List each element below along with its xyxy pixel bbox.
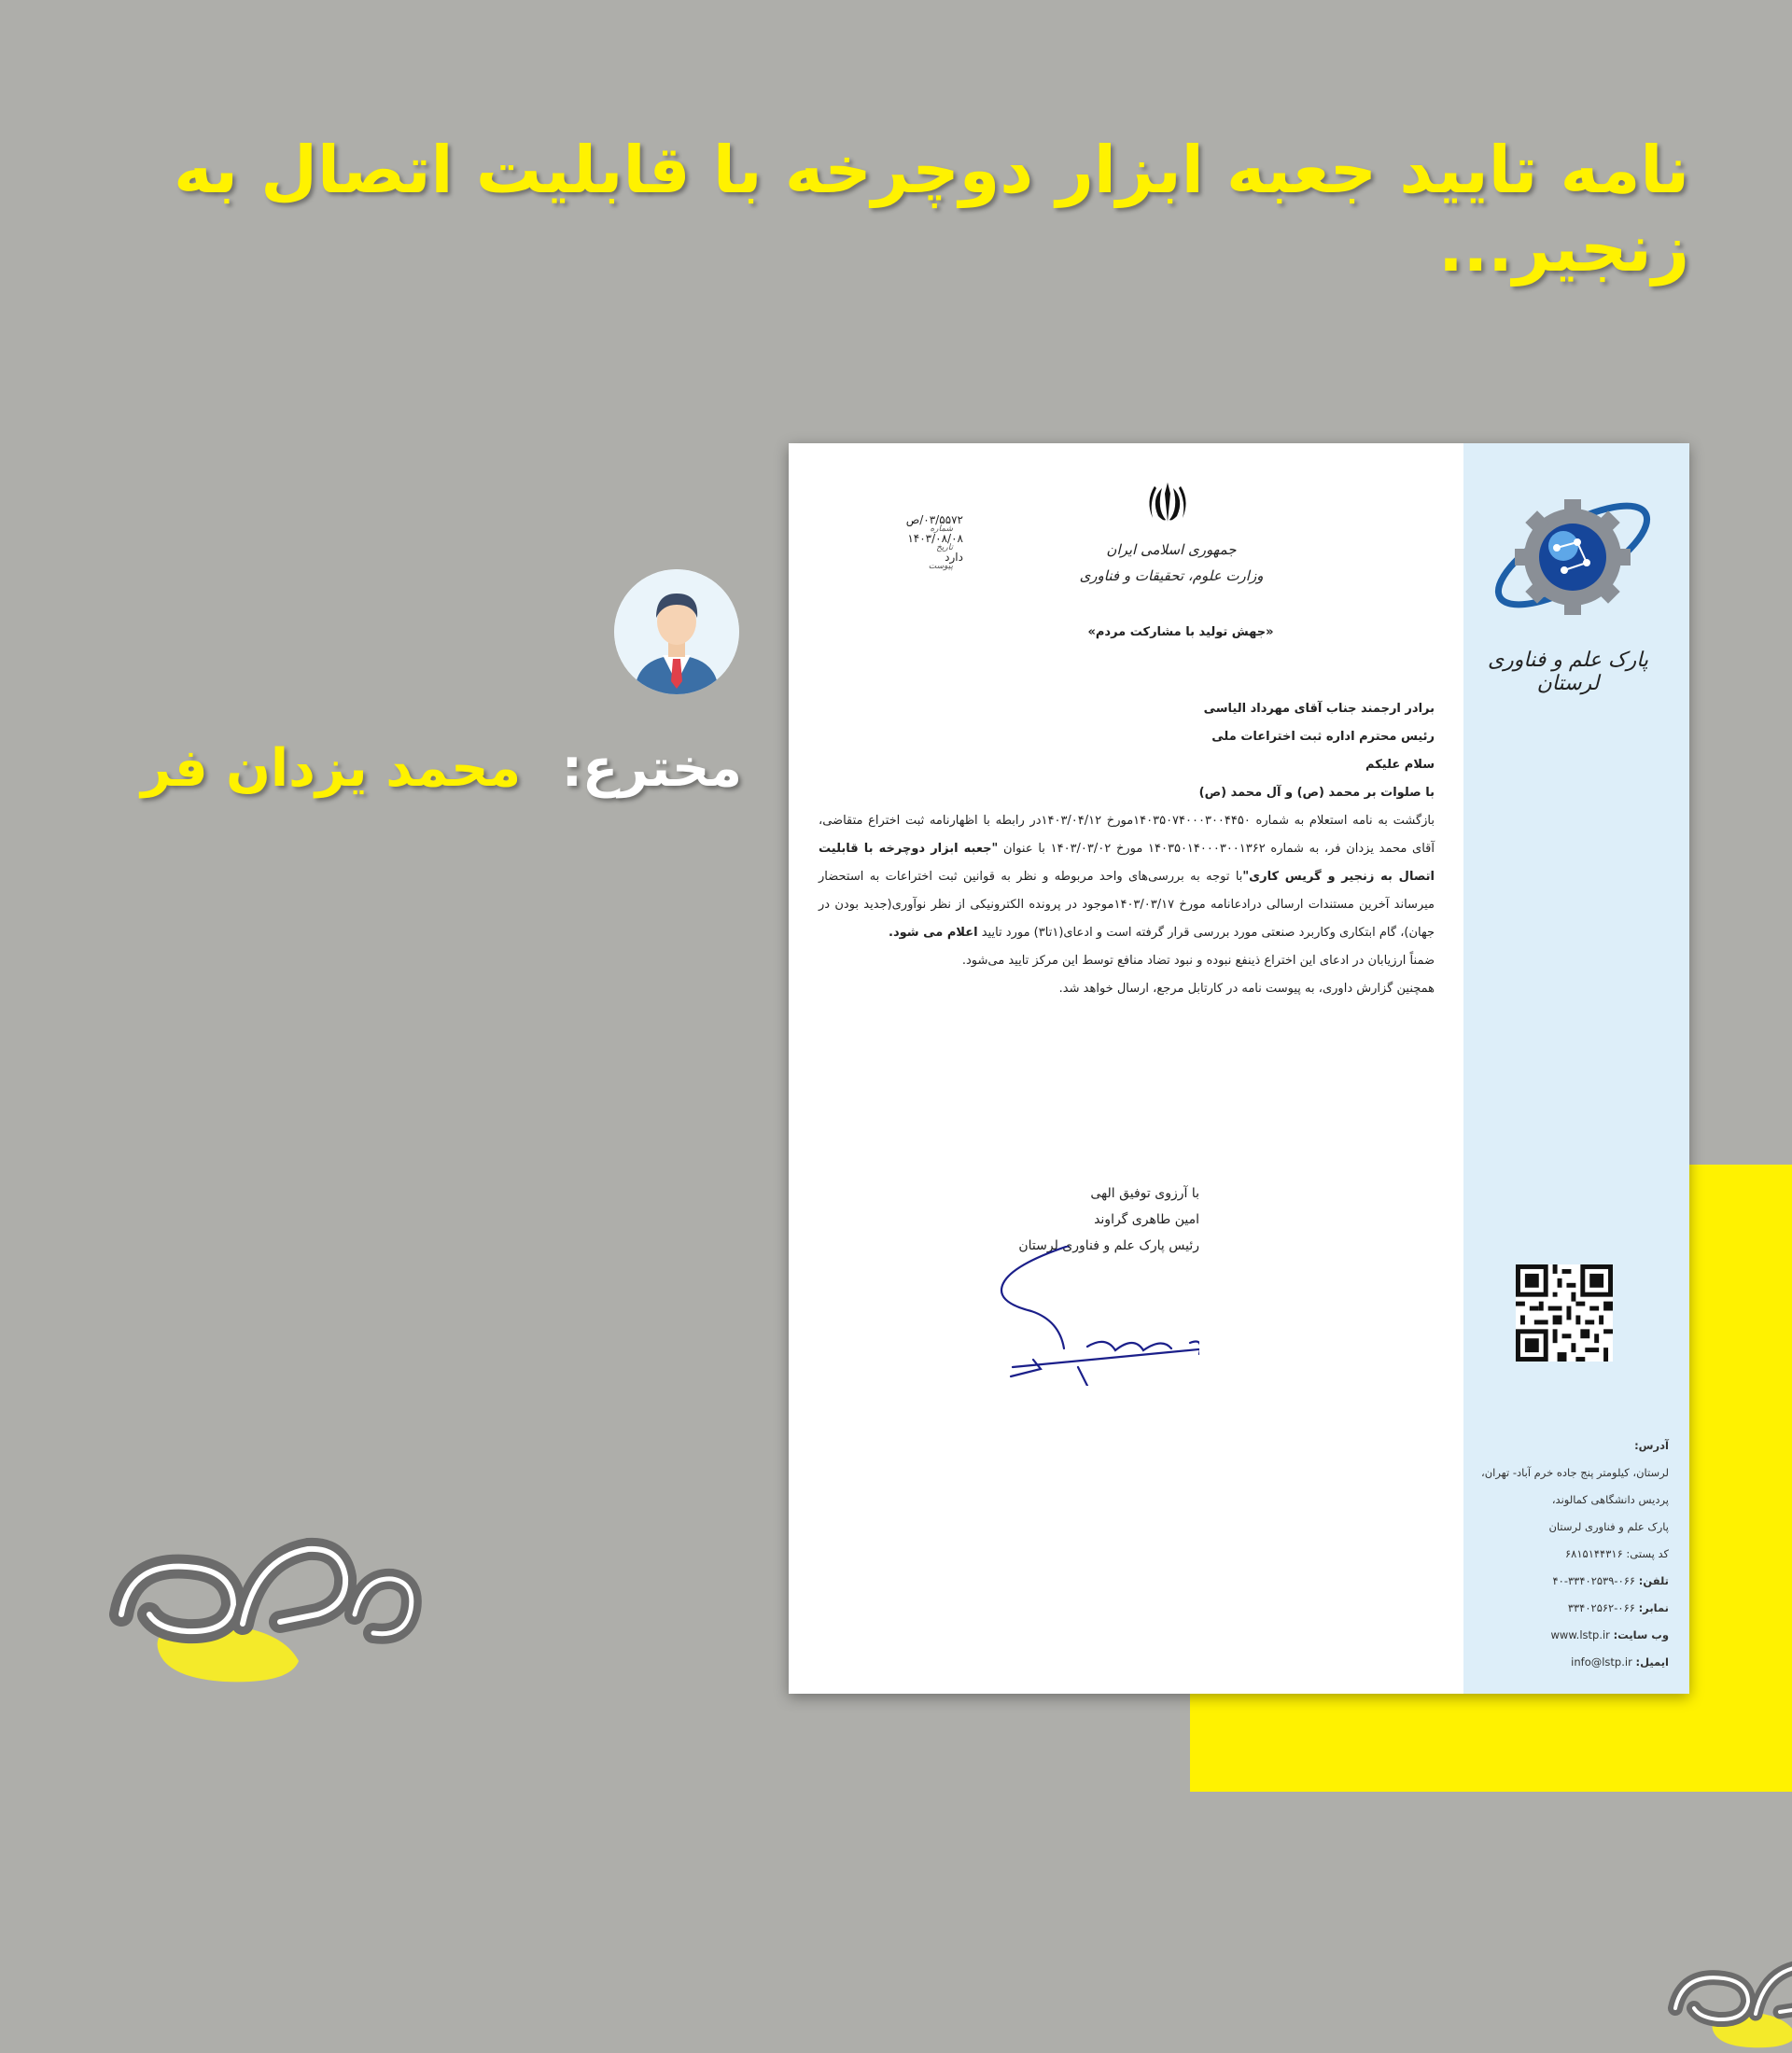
page-title: نامه تایید جعبه ابزار دوچرخه با قابلیت اتصال به زنجیر... (174, 132, 1689, 286)
phone-number: ۰۶۶-۳۳۴۰۲۵۳۹-۴۰ (1552, 1574, 1636, 1587)
inventor-name: محمد یزدان فر (141, 738, 522, 799)
iran-emblem-icon (1145, 479, 1190, 525)
letter-sidebar (1463, 443, 1689, 1694)
greeting: سلام علیکم (1365, 758, 1435, 772)
phone-label: تلفن: (1638, 1574, 1669, 1587)
address-label: آدرس: (1634, 1439, 1669, 1452)
number-label: شماره (930, 524, 953, 534)
date-label: تاریخ (936, 543, 953, 552)
ministry-line2: وزارت علوم، تحقیقات و فناوری (1079, 567, 1264, 584)
address-line: پارک علم و فناوری لرستان (1548, 1520, 1669, 1533)
inventor-line (89, 737, 742, 800)
address-line: پردیس دانشگاهی کمالوند، (1551, 1493, 1669, 1506)
person-icon (614, 569, 739, 694)
approval-letter (789, 443, 1689, 1694)
website-label: وب سایت: (1613, 1628, 1669, 1641)
report-statement: همچنین گزارش داوری، به پیوست نامه در کارتابل مرجع، ارسال خواهد شد. (1058, 982, 1435, 996)
attachment-label: پیوست (928, 562, 953, 571)
brand-logo (93, 1521, 429, 1689)
closing-wish: با آرزوی توفیق الهی (1090, 1186, 1199, 1201)
fax-label: نمابر: (1638, 1601, 1669, 1614)
signatory-name: امین طاهری گراوند (1094, 1212, 1199, 1227)
letter-attachment: دارد (945, 551, 963, 564)
letter-body (819, 695, 1435, 1003)
email-label: ایمیل: (1635, 1655, 1669, 1669)
address-line: لرستان، کیلومتر پنج جاده خرم آباد- تهران، (1480, 1466, 1669, 1479)
invention-title: "جعبه ابزار دوچرخه با قابلیت اتصال به زنجیر و گریس کاری" (819, 842, 1435, 884)
letter-meta-labels (919, 520, 953, 576)
recipient-title: رئیس محترم اداره ثبت اختراعات ملی (1211, 730, 1435, 744)
inventor-avatar (614, 569, 739, 694)
brand-logo-small (1657, 1950, 1792, 2053)
ministry-header (1069, 537, 1274, 589)
slogan: «جهش تولید با مشارکت مردم» (1087, 625, 1274, 639)
park-gear-logo-icon (1484, 481, 1661, 630)
main-paragraph (819, 807, 1435, 947)
postal-code: کد پستی: ۶۸۱۵۱۴۴۳۱۶ (1565, 1547, 1669, 1560)
contact-info (1473, 1432, 1669, 1676)
signatory-title: رئیس پارک علم و فناوری لرستان (1018, 1238, 1199, 1253)
park-name: پارک علم و فناوری لرستان (1487, 649, 1649, 695)
signature-icon (975, 1246, 1199, 1386)
letter-number: ۰۳/۵۵۷۲/ص (905, 513, 963, 526)
conflict-statement: ضمناً ارزیابان در ادعای این اختراع ذینفع نبوده و نبود تضاد منافع توسط این مرکز تایید می‌شود. (961, 954, 1435, 968)
website-link[interactable]: www.lstp.ir (1550, 1628, 1610, 1641)
body-part1: بازگشت به نامه استعلام به شماره ۱۴۰۳۵۰۷۴۰۰۰۳۰۰۴۴۵۰مورخ ۱۴۰۳/۰۴/۱۲در رابطه با اظهارنامه ثبت اختراع متقاضی، آقای محمد یزدان فر، به شماره ۱۴۰۳۵۰۱۴۰۰۰۳۰۰۱۳۶۲ مورخ ۱۴۰۳/۰۳/۰۲ با عنوان (819, 814, 1435, 856)
salawat: با صلوات بر محمد (ص) و آل محمد (ص) (1198, 786, 1435, 800)
email-link[interactable]: info@lstp.ir (1571, 1655, 1632, 1669)
ministry-line1: جمهوری اسلامی ایران (1106, 541, 1237, 558)
body-part2: با توجه به بررسی‌های واحد مربوطه و نظر به قوانین ثبت اختراعات به استحضار میرساند آخرین مستندات ارسالی درادعانامه مورخ ۱۴۰۳/۰۳/۱۷موجود در پرونده الکترونیکی از نظر نوآوری(جدید بودن در جهان)، گام ابتکاری وکاربرد صنعتی مورد بررسی قرار گرفته است و ادعای(۱تا۳) مورد تایید (819, 870, 1435, 940)
qr-code-icon (1516, 1264, 1613, 1362)
recipient-line: برادر ارجمند جناب آقای مهرداد الیاسی (1203, 702, 1435, 716)
inventor-label: مخترع: (561, 738, 742, 799)
approval-emphasis: اعلام می شود. (889, 926, 978, 940)
fax-number: ۰۶۶-۳۳۴۰۲۵۶۲ (1567, 1601, 1635, 1614)
letter-date: ۱۴۰۳/۰۸/۰۸ (907, 532, 963, 545)
